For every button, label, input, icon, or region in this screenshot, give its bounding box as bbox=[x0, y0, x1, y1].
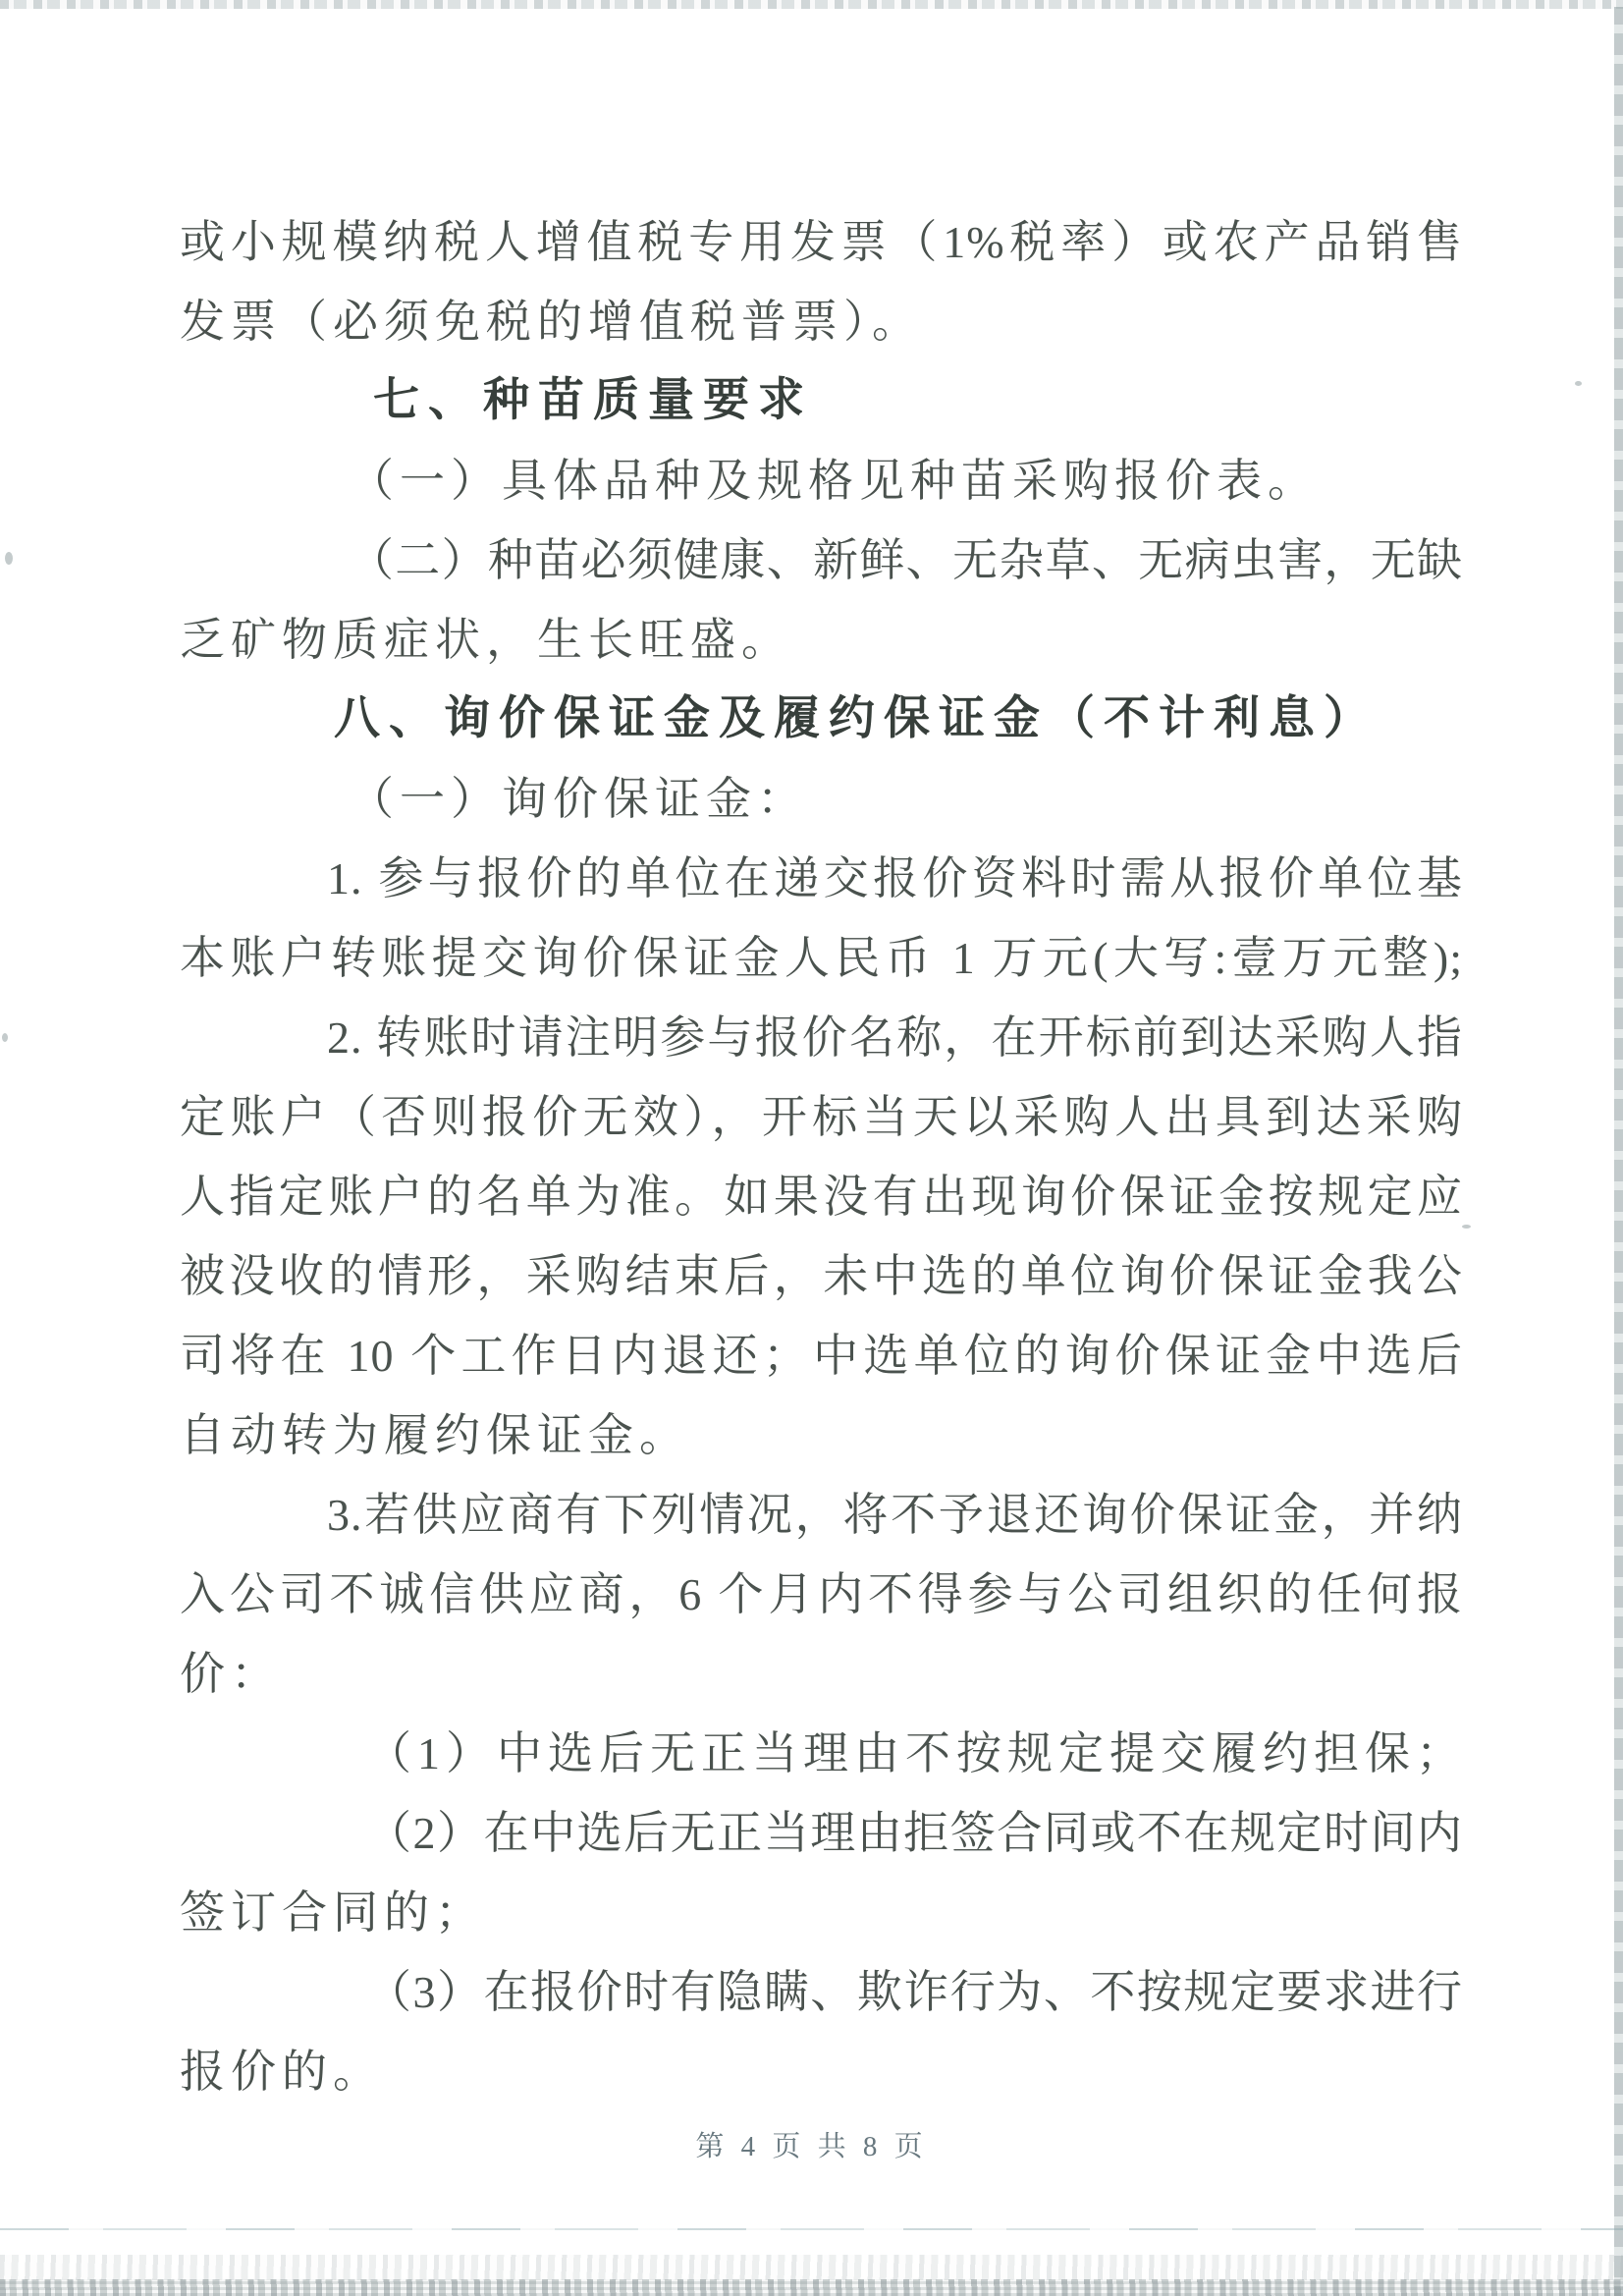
text-line: 定账户（否则报价无效），开标当天以采购人出具到达采购 bbox=[180, 1092, 1463, 1142]
section-heading-8: 八、询价保证金及履约保证金（不计利息） bbox=[334, 693, 1379, 744]
text-line: （一）询价保证金： bbox=[349, 774, 808, 824]
text-line: 3.若供应商有下列情况，将不予退还询价保证金，并纳 bbox=[327, 1490, 1463, 1540]
text-line: （1）中选后无正当理由不按规定提交履约担保； bbox=[366, 1728, 1467, 1778]
text-line: 本账户转账提交询价保证金人民币 1 万元(大写:壹万元整); bbox=[180, 933, 1463, 983]
text-line: （2）在中选后无正当理由拒签合同或不在规定时间内 bbox=[366, 1808, 1463, 1858]
text-line: 签订合同的； bbox=[180, 1887, 486, 1938]
text-line: 入公司不诚信供应商，6 个月内不得参与公司组织的任何报 bbox=[180, 1569, 1463, 1619]
document-body bbox=[180, 202, 1467, 2111]
text-line: 发票（必须免税的增值税普票）。 bbox=[180, 297, 923, 347]
section-heading-7: 七、种苗质量要求 bbox=[373, 375, 813, 426]
scan-speck bbox=[1575, 381, 1582, 386]
text-line: 报价的。 bbox=[180, 2047, 384, 2097]
scan-artifact-right-band bbox=[1614, 7, 1623, 2296]
text-line: （3）在报价时有隐瞒、欺诈行为、不按规定要求进行 bbox=[366, 1967, 1463, 2017]
text-line: 1. 参与报价的单位在递交报价资料时需从报价单位基 bbox=[327, 853, 1463, 903]
text-line: （二）种苗必须健康、新鲜、无杂草、无病虫害，无缺 bbox=[349, 535, 1463, 585]
scan-artifact-bottom-speckle bbox=[0, 2255, 1623, 2280]
text-line: 或小规模纳税人增值税专用发票（1%税率）或农产品销售 bbox=[180, 217, 1463, 267]
page-number: 第 4 页 共 8 页 bbox=[695, 2131, 928, 2162]
text-line: 2. 转账时请注明参与报价名称，在开标前到达采购人指 bbox=[327, 1012, 1463, 1063]
text-line: 自动转为履约保证金。 bbox=[180, 1410, 690, 1460]
scan-speck bbox=[5, 552, 13, 565]
scan-artifact-bottom-band bbox=[0, 2279, 1623, 2296]
scan-speck bbox=[1462, 1225, 1471, 1229]
text-line: 乏矿物质症状，生长旺盛。 bbox=[180, 615, 792, 665]
text-line: 被没收的情形，采购结束后，未中选的单位询价保证金我公 bbox=[180, 1251, 1463, 1301]
text-line: （一）具体品种及规格见种苗采购报价表。 bbox=[349, 456, 1319, 506]
text-line: 司将在 10 个工作日内退还；中选单位的询价保证金中选后 bbox=[180, 1331, 1463, 1381]
scan-artifact-faint-line bbox=[0, 2228, 1623, 2230]
text-line: 人指定账户的名单为准。如果没有出现询价保证金按规定应 bbox=[180, 1172, 1463, 1222]
scan-artifact-top-band bbox=[0, 0, 1623, 9]
text-line: 价： bbox=[180, 1649, 282, 1699]
scan-speck bbox=[2, 1033, 8, 1042]
